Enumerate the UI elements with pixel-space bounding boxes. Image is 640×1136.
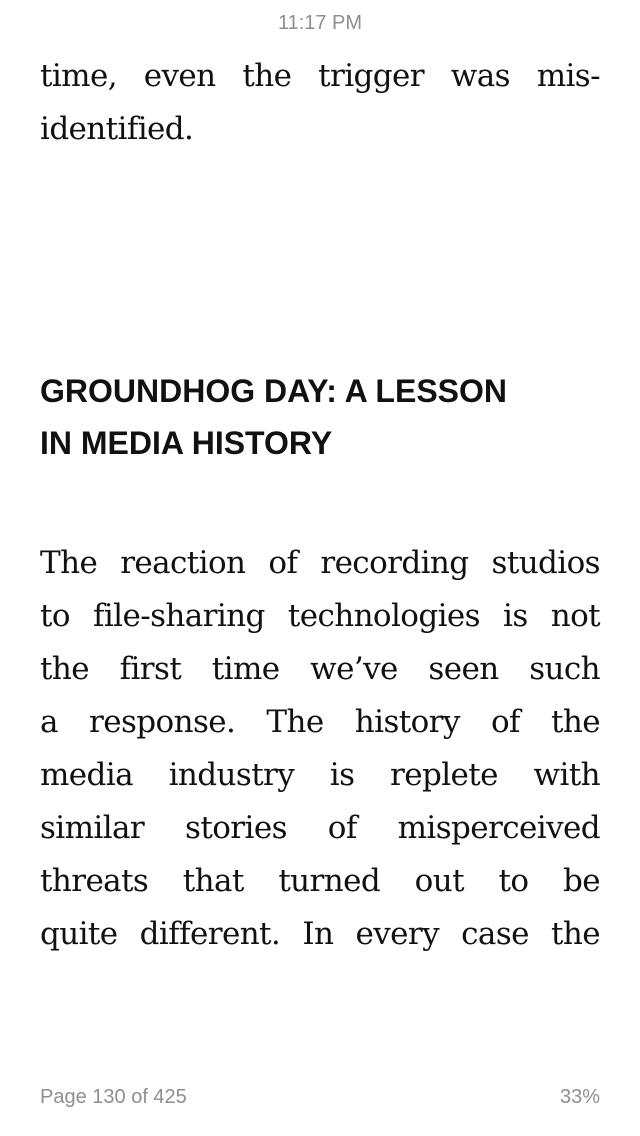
- reader-footer: [40, 1086, 600, 1109]
- text-line: a response. The history of the: [40, 704, 600, 740]
- paragraph-1: [40, 50, 600, 156]
- text-line: time, even the trigger was mis-: [40, 58, 600, 94]
- status-bar-time: 11:17 PM: [277, 12, 363, 34]
- reader-page[interactable]: [40, 50, 600, 156]
- text-line: quite different. In every case the: [40, 916, 600, 952]
- reading-progress: 33%: [559, 1086, 600, 1108]
- text-line: threats that turned out to be: [40, 863, 600, 899]
- paragraph-2-container: [40, 537, 600, 961]
- heading-line: GROUNDHOG DAY: A LESSON: [40, 373, 507, 409]
- text-line: the first time we’ve seen such: [40, 651, 600, 687]
- text-line: to file-sharing technologies is not: [40, 598, 600, 634]
- section-heading: [40, 365, 600, 469]
- text-line: identified.: [40, 111, 194, 147]
- paragraph-2: [40, 537, 600, 961]
- text-line: media industry is replete with: [40, 757, 600, 793]
- heading-line: IN MEDIA HISTORY: [40, 425, 333, 461]
- page-indicator[interactable]: Page 130 of 425: [40, 1086, 187, 1108]
- text-line: The reaction of recording studios: [40, 545, 600, 581]
- text-line: similar stories of misperceived: [40, 810, 600, 846]
